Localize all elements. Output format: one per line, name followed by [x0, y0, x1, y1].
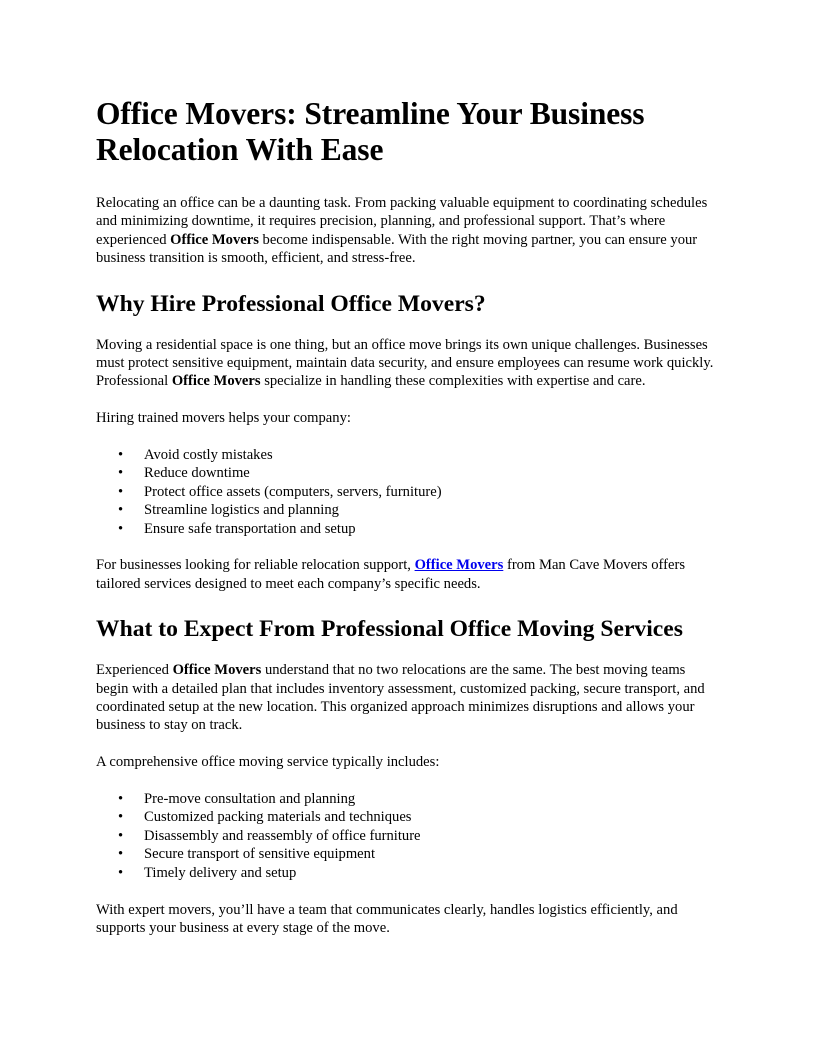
- list-item: • Reduce downtime: [118, 465, 250, 482]
- list-item: • Protect office assets (computers, servers, furniture): [118, 483, 442, 500]
- section1-paragraph-2: Hiring trained movers helps your company:: [96, 410, 351, 427]
- benefits-list: [96, 446, 720, 538]
- section-heading-why-hire: Why Hire Professional Office Movers?: [96, 290, 486, 317]
- bullet-icon: •: [118, 827, 124, 844]
- section2-paragraph-3: With expert movers, you’ll have a team that communicates clearly, handles logistics efficiently, and supports your business at every stage of the move.: [96, 901, 678, 936]
- section2-paragraph-2: A comprehensive office moving service typically includes:: [96, 754, 440, 771]
- page-title: Office Movers: Streamline Your Business Relocation With Ease: [96, 96, 645, 167]
- list-item: • Timely delivery and setup: [118, 864, 297, 881]
- intro-paragraph: Relocating an office can be a daunting task. From packing valuable equipment to coordinating schedules and minimizing downtime, it requires precision, planning, and professional support. That’s where experienced Office Movers become indispensable. With the right moving partner, you can ensure your business transition is smooth, efficient, and stress-free.: [96, 195, 708, 267]
- list-item: • Customized packing materials and techniques: [118, 809, 412, 826]
- list-item: • Ensure safe transportation and setup: [118, 520, 356, 537]
- list-item: • Disassembly and reassembly of office furniture: [118, 827, 421, 844]
- bullet-icon: •: [118, 447, 124, 464]
- bold-term: Office Movers: [171, 373, 261, 390]
- section1-paragraph-1: Moving a residential space is one thing, but an office move brings its own unique challenges. Businesses must protect sensitive equipment, maintain data security, and ensure employees can resume work quickly. Professional Office Movers specialize in handling these complexities with expertise and care.: [96, 336, 714, 390]
- bullet-icon: •: [118, 520, 124, 537]
- section-heading-what-to-expect: What to Expect From Professional Office Moving Services: [96, 616, 683, 643]
- section1-paragraph-3: For businesses looking for reliable relocation support, Office Movers from Man Cave Movers offers tailored services designed to meet each company’s specific needs.: [96, 557, 686, 592]
- office-movers-link[interactable]: Office Movers: [414, 557, 504, 574]
- list-item: • Pre-move consultation and planning: [118, 791, 356, 808]
- list-item: • Streamline logistics and planning: [118, 502, 339, 519]
- bold-term: Office Movers: [172, 662, 262, 679]
- bold-term: Office Movers: [170, 231, 259, 248]
- list-item: • Secure transport of sensitive equipment: [118, 846, 376, 863]
- document-page: [96, 96, 720, 956]
- bullet-icon: •: [118, 809, 124, 826]
- bullet-icon: •: [118, 465, 124, 482]
- services-list: [96, 790, 720, 882]
- list-item: • Avoid costly mistakes: [118, 447, 273, 464]
- section2-paragraph-1: Experienced Office Movers understand that no two relocations are the same. The best moving teams begin with a detailed plan that includes inventory assessment, customized packing, secure transport, and coordinated setup at the new location. This organized approach minimizes disruptions and allows your business to stay on track.: [96, 662, 705, 734]
- bullet-icon: •: [118, 846, 124, 863]
- bullet-icon: •: [118, 791, 124, 808]
- bullet-icon: •: [118, 483, 124, 500]
- bullet-icon: •: [118, 502, 124, 519]
- bullet-icon: •: [118, 864, 124, 881]
